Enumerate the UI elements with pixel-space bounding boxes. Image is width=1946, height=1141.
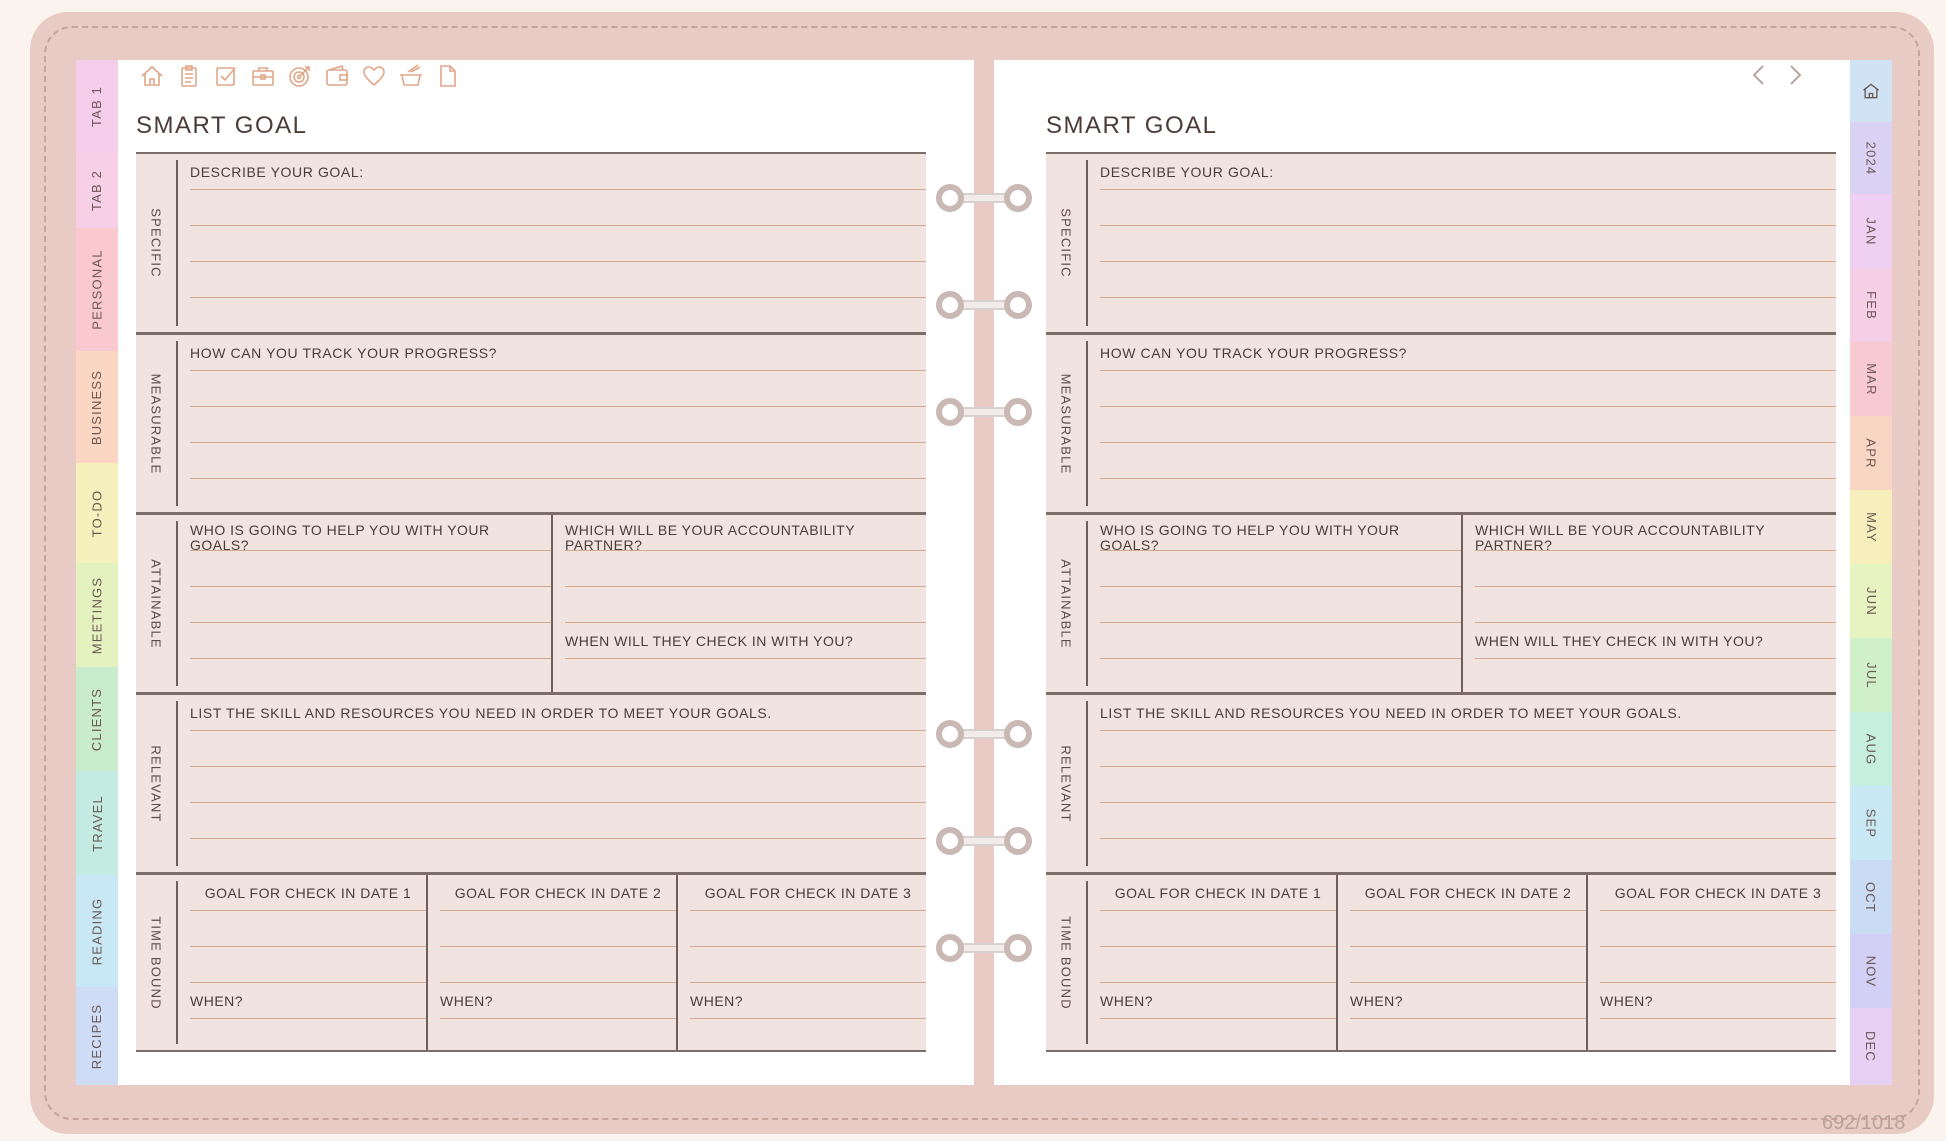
toolbar [140,64,460,88]
writing-line[interactable] [1475,551,1836,587]
cooking-pot-icon[interactable] [399,64,423,88]
writing-line[interactable] [1350,947,1586,983]
tab-tab-2[interactable]: TAB 2 [76,152,118,228]
page-title: SMART GOAL [1046,112,1218,139]
attainable-section [136,512,926,692]
check-in-date-1-header: GOAL FOR CHECK IN DATE 1 [1100,875,1336,911]
section-label: ATTAINABLE [148,558,164,649]
check-in-date-3-header: GOAL FOR CHECK IN DATE 3 [1600,875,1836,911]
document-icon[interactable] [436,64,460,88]
binder-ring [936,720,1032,748]
time-bound-section [136,872,926,1052]
writing-line[interactable] [1100,190,1836,226]
tab-home[interactable] [1850,60,1892,122]
section-label: MEASURABLE [1058,373,1074,474]
section-label: ATTAINABLE [1058,558,1074,649]
page-title: SMART GOAL [136,112,308,139]
accountability-partner-question: WHICH WILL BE YOUR ACCOUNTABILITY PARTNER? [1475,515,1836,551]
writing-line[interactable] [190,407,926,443]
tab-aug[interactable]: AUG [1850,712,1892,786]
helper-question: WHO IS GOING TO HELP YOU WITH YOUR GOALS? [190,515,551,551]
tab-personal[interactable]: PERSONAL [76,228,118,351]
writing-line[interactable] [190,947,426,983]
writing-line[interactable] [690,911,926,947]
section-label: RELEVANT [1058,744,1074,823]
section-label: TIME BOUND [1058,915,1074,1010]
check-in-date-2-header: GOAL FOR CHECK IN DATE 2 [440,875,676,911]
writing-line[interactable] [190,767,926,803]
tab-nov[interactable]: NOV [1850,934,1892,1008]
home-icon [1861,81,1881,101]
writing-line[interactable] [1100,587,1461,623]
section-label: SPECIFIC [148,208,164,278]
writing-line[interactable] [1100,731,1836,767]
writing-line[interactable] [190,551,551,587]
writing-line[interactable] [440,911,676,947]
binder-spine [974,60,994,1085]
writing-line[interactable] [190,623,551,659]
specific-question: DESCRIBE YOUR GOAL: [190,164,364,180]
tab-meetings[interactable]: MEETINGS [76,563,118,667]
tab-dec[interactable]: DEC [1850,1008,1892,1085]
check-in-date-3-header: GOAL FOR CHECK IN DATE 3 [690,875,926,911]
when-label: WHEN? [190,983,426,1019]
check-in-date-1-header: GOAL FOR CHECK IN DATE 1 [190,875,426,911]
home-icon[interactable] [140,64,164,88]
page-counter: 692/1018 [1822,1112,1906,1134]
tab-business[interactable]: BUSINESS [76,351,118,463]
writing-line[interactable] [190,262,926,298]
heart-icon[interactable] [362,64,386,88]
check-in-question: WHEN WILL THEY CHECK IN WITH YOU? [565,623,926,659]
tab-clients[interactable]: CLIENTS [76,667,118,771]
binder-ring [936,291,1032,319]
relevant-question: LIST THE SKILL AND RESOURCES YOU NEED IN ORDER TO MEET YOUR GOALS. [1100,705,1682,721]
page-navigation [1748,62,1806,88]
time-bound-section [1046,872,1836,1052]
relevant-section [1046,692,1836,872]
smart-goal-sheet-right [1046,112,1836,1052]
writing-line[interactable] [565,551,926,587]
tab-apr[interactable]: APR [1850,416,1892,490]
writing-line[interactable] [1100,767,1836,803]
tab-mar[interactable]: MAR [1850,342,1892,416]
when-label: WHEN? [440,983,676,1019]
writing-line[interactable] [690,947,926,983]
tab-sep[interactable]: SEP [1850,786,1892,860]
writing-line[interactable] [1100,262,1836,298]
writing-line[interactable] [1100,911,1336,947]
section-label: RELEVANT [148,744,164,823]
tab-travel[interactable]: TRAVEL [76,771,118,875]
writing-line[interactable] [1600,911,1836,947]
when-label: WHEN? [1350,983,1586,1019]
writing-line[interactable] [1100,407,1836,443]
specific-section [1046,152,1836,332]
check-in-date-2-header: GOAL FOR CHECK IN DATE 2 [1350,875,1586,911]
writing-line[interactable] [190,371,926,407]
writing-line[interactable] [1475,587,1836,623]
writing-line[interactable] [190,226,926,262]
section-label: TIME BOUND [148,915,164,1010]
measurable-question: HOW CAN YOU TRACK YOUR PROGRESS? [190,345,498,361]
measurable-section [136,332,926,512]
relevant-section [136,692,926,872]
writing-line[interactable] [190,803,926,839]
tab-recipes[interactable]: RECIPES [76,987,118,1085]
writing-line[interactable] [1100,803,1836,839]
binder-ring [936,184,1032,212]
tab-may[interactable]: MAY [1850,490,1892,564]
helper-question: WHO IS GOING TO HELP YOU WITH YOUR GOALS? [1100,515,1461,551]
tab-to-do[interactable]: TO-DO [76,463,118,563]
writing-line[interactable] [440,947,676,983]
clipboard-icon[interactable] [177,64,201,88]
next-page-arrow-icon[interactable] [1784,62,1806,88]
writing-line[interactable] [1350,911,1586,947]
binder-ring [936,827,1032,855]
tab-tab-1[interactable]: TAB 1 [76,60,118,152]
writing-line[interactable] [1100,371,1836,407]
attainable-section [1046,512,1836,692]
previous-page-arrow-icon[interactable] [1748,62,1770,88]
measurable-question: HOW CAN YOU TRACK YOUR PROGRESS? [1100,345,1408,361]
when-label: WHEN? [690,983,926,1019]
tab-feb[interactable]: FEB [1850,268,1892,342]
target-icon[interactable] [288,64,312,88]
specific-section [136,152,926,332]
writing-line[interactable] [190,731,926,767]
section-label: SPECIFIC [1058,208,1074,278]
specific-question: DESCRIBE YOUR GOAL: [1100,164,1274,180]
check-in-question: WHEN WILL THEY CHECK IN WITH YOU? [1475,623,1836,659]
writing-line[interactable] [1100,551,1461,587]
measurable-section [1046,332,1836,512]
writing-line[interactable] [1100,947,1336,983]
smart-goal-sheet-left [136,112,926,1052]
writing-line[interactable] [190,190,926,226]
accountability-partner-question: WHICH WILL BE YOUR ACCOUNTABILITY PARTNER? [565,515,926,551]
writing-line[interactable] [190,443,926,479]
tab-jun[interactable]: JUN [1850,564,1892,638]
writing-line[interactable] [190,587,551,623]
tab-jul[interactable]: JUL [1850,638,1892,712]
tab-reading[interactable]: READING [76,875,118,987]
writing-line[interactable] [190,911,426,947]
wallet-icon[interactable] [325,64,349,88]
writing-line[interactable] [565,587,926,623]
tab-oct[interactable]: OCT [1850,860,1892,934]
binder-ring [936,398,1032,426]
tab-2024[interactable]: 2024 [1850,122,1892,194]
month-tabs [1850,60,1892,1085]
section-tabs [76,60,118,1085]
section-label: MEASURABLE [148,373,164,474]
writing-line[interactable] [1600,947,1836,983]
writing-line[interactable] [1100,623,1461,659]
briefcase-icon[interactable] [251,64,275,88]
binder-ring [936,934,1032,962]
when-label: WHEN? [1100,983,1336,1019]
checkbox-icon[interactable] [214,64,238,88]
relevant-question: LIST THE SKILL AND RESOURCES YOU NEED IN ORDER TO MEET YOUR GOALS. [190,705,772,721]
when-label: WHEN? [1600,983,1836,1019]
writing-line[interactable] [1100,443,1836,479]
writing-line[interactable] [1100,226,1836,262]
tab-jan[interactable]: JAN [1850,194,1892,268]
